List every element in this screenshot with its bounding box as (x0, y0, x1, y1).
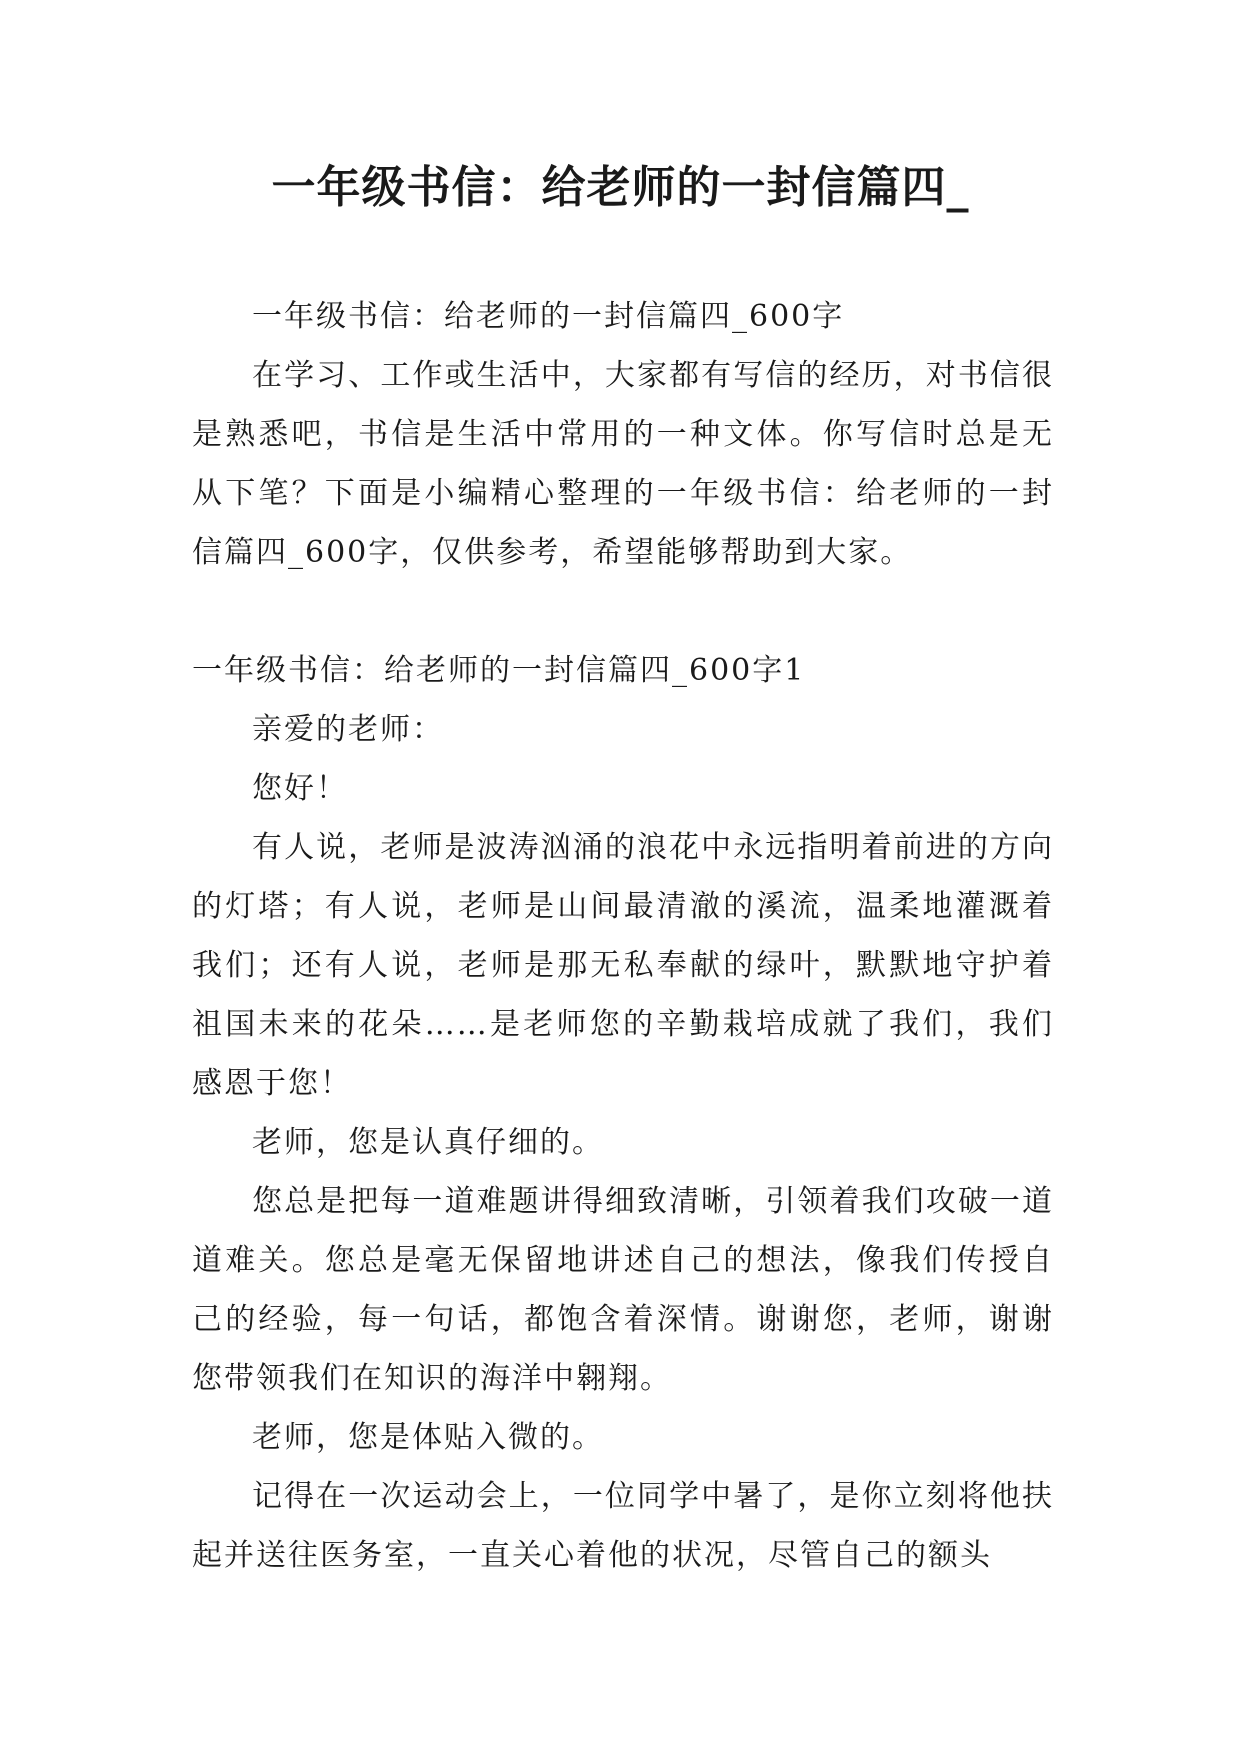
document-title: 一年级书信：给老师的一封信篇四_ (271, 162, 970, 213)
intro-heading: 一年级书信：给老师的一封信篇四_600字 (252, 299, 845, 334)
letter-heading: 一年级书信：给老师的一封信篇四_600字1 (192, 653, 806, 688)
letter-salutation: 亲爱的老师： (252, 712, 444, 747)
letter-paragraph: 有人说，老师是波涛汹涌的浪花中永远指明着前进的方向的灯塔；有人说，老师是山间最清澈的溪流，温柔地灌溉着我们；还有人说，老师是那无私奉献的绿叶，默默地守护着祖国未来的花朵……是老师您的辛勤栽培成就了我们，我们感恩于您！ (192, 830, 1054, 1101)
letter-paragraph: 老师，您是体贴入微的。 (252, 1420, 604, 1455)
letter-paragraph: 您总是把每一道难题讲得细致清晰，引领着我们攻破一道道难关。您总是毫无保留地讲述自己的想法，像我们传授自己的经验，每一句话，都饱含着深情。谢谢您，老师，谢谢您带领我们在知识的海洋中翱翔。 (192, 1184, 1054, 1396)
intro-paragraph: 在学习、工作或生活中，大家都有写信的经历，对书信很是熟悉吧，书信是生活中常用的一种文体。你写信时总是无从下笔？下面是小编精心整理的一年级书信：给老师的一封信篇四_600字，仅供参考，希望能够帮助到大家。 (192, 358, 1054, 570)
letter-paragraph: 老师，您是认真仔细的。 (252, 1125, 604, 1160)
document-body (192, 287, 1054, 1585)
letter-paragraph: 记得在一次运动会上，一位同学中暑了，是你立刻将他扶起并送往医务室，一直关心着他的状况，尽管自己的额头 (192, 1479, 1054, 1573)
letter-greeting: 您好！ (252, 771, 348, 806)
